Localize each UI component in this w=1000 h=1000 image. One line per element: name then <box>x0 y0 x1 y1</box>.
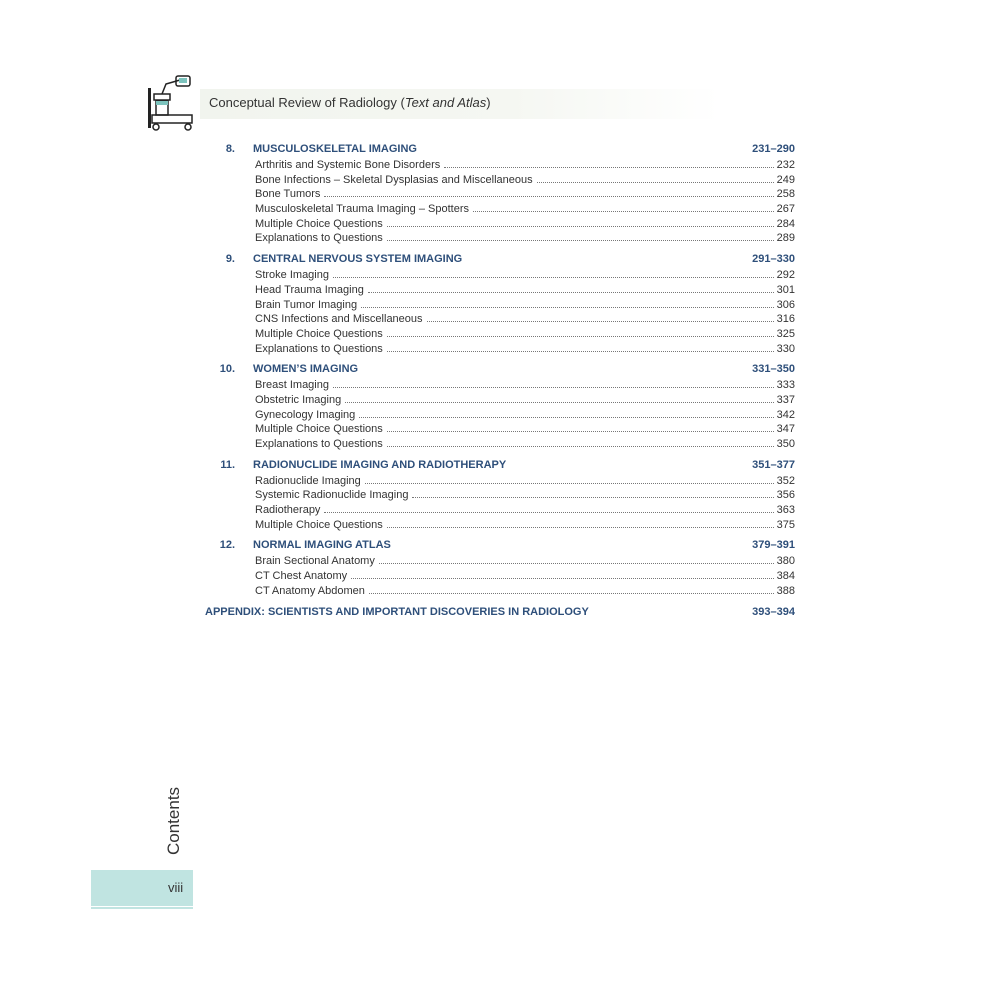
toc-entry-label: Bone Infections – Skeletal Dysplasias and Miscellaneous <box>255 173 533 186</box>
dot-leader <box>333 276 774 278</box>
dot-leader <box>324 511 773 513</box>
toc-entry[interactable] <box>255 569 795 584</box>
toc-entry-label: Brain Tumor Imaging <box>255 298 358 311</box>
dot-leader <box>427 320 774 322</box>
toc-entry-label: Head Trauma Imaging <box>255 283 364 296</box>
toc-entry-label: Systemic Radionuclide Imaging <box>255 489 409 502</box>
dot-leader <box>412 496 773 498</box>
toc-entry[interactable] <box>255 503 795 518</box>
chapter-number: 8. <box>225 143 235 155</box>
toc-entry-page: 337 <box>776 393 795 406</box>
toc-entry-label: Radionuclide Imaging <box>255 474 361 487</box>
chapter <box>205 250 795 356</box>
fluoroscopy-machine-icon <box>146 74 198 132</box>
dot-leader <box>387 526 774 528</box>
chapter-heading[interactable] <box>205 536 795 554</box>
chapter <box>205 140 795 246</box>
toc-entry-page: 356 <box>776 489 795 502</box>
toc-entry[interactable] <box>255 268 795 283</box>
toc-entry-page: 330 <box>776 342 795 355</box>
toc-entry[interactable] <box>255 554 795 569</box>
chapter-heading[interactable] <box>205 140 795 158</box>
toc-entry-page: 384 <box>776 570 795 583</box>
toc-entry-page: 388 <box>776 584 795 597</box>
toc-entry-label: Multiple Choice Questions <box>255 518 383 531</box>
toc-entry-label: Multiple Choice Questions <box>255 423 383 436</box>
dot-leader <box>345 401 773 403</box>
toc-entry-page: 292 <box>776 269 795 282</box>
toc-entry[interactable] <box>255 298 795 313</box>
chapter-heading[interactable] <box>205 250 795 268</box>
dot-leader <box>359 416 773 418</box>
running-header-title: Conceptual Review of Radiology (Text and Atlas) <box>209 95 491 110</box>
page-folio: viii <box>168 880 184 895</box>
appendix-title: APPENDIX: SCIENTISTS AND IMPORTANT DISCOVERIES IN RADIOLOGY <box>205 605 589 618</box>
toc-entry-page: 347 <box>776 423 795 436</box>
dot-leader <box>387 430 774 432</box>
toc-entry-page: 352 <box>776 474 795 487</box>
dot-leader <box>368 291 774 293</box>
chapter-number: 10. <box>219 363 235 376</box>
dot-leader <box>369 592 774 594</box>
toc-entry[interactable] <box>255 342 795 357</box>
chapter-heading[interactable] <box>205 360 795 378</box>
toc-entry-label: Gynecology Imaging <box>255 408 356 421</box>
toc-entry-label: Stroke Imaging <box>255 269 329 282</box>
toc-entry-label: Musculoskeletal Trauma Imaging – Spotters <box>255 203 469 216</box>
chapter-title: NORMAL IMAGING ATLAS <box>253 539 391 552</box>
chapter-number: 12. <box>219 539 235 552</box>
toc-entry[interactable] <box>255 584 795 599</box>
chapter-title: RADIONUCLIDE IMAGING AND RADIOTHERAPY <box>253 458 507 471</box>
toc-entry[interactable] <box>255 158 795 173</box>
dot-leader <box>537 181 774 183</box>
toc-entry-label: CT Chest Anatomy <box>255 570 348 583</box>
appendix-page-range: 393–394 <box>752 605 795 618</box>
chapter <box>205 360 795 451</box>
toc-entry[interactable] <box>255 327 795 342</box>
toc-entry-page: 289 <box>776 232 795 245</box>
dot-leader <box>473 210 774 212</box>
chapter-heading[interactable] <box>205 456 795 474</box>
toc-entry[interactable] <box>255 518 795 533</box>
dot-leader <box>351 577 774 579</box>
toc-entry[interactable] <box>255 173 795 188</box>
toc-entry-label: Bone Tumors <box>255 188 321 201</box>
toc-entry-label: Multiple Choice Questions <box>255 327 383 340</box>
toc-entry-label: Explanations to Questions <box>255 438 383 450</box>
chapter-number: 11. <box>220 458 235 471</box>
dot-leader <box>379 562 774 564</box>
toc-entry-label: Brain Sectional Anatomy <box>255 555 375 568</box>
dot-leader <box>387 225 774 227</box>
toc-entry-page: 258 <box>776 188 795 201</box>
toc-entry-page: 325 <box>776 327 795 340</box>
toc-entry[interactable] <box>255 393 795 408</box>
toc-entry[interactable] <box>255 488 795 503</box>
toc-entry-page: 267 <box>776 203 795 216</box>
toc-entry-page: 232 <box>776 159 795 171</box>
toc-entry-label: Radiotherapy <box>255 504 321 517</box>
dot-leader <box>444 166 773 168</box>
section-label: Contents <box>164 786 183 855</box>
toc-entry-page: 249 <box>776 173 795 186</box>
table-of-contents <box>205 138 795 621</box>
toc-entry-page: 350 <box>776 438 795 450</box>
toc-entry-page: 316 <box>776 313 795 326</box>
toc-entry-page: 375 <box>776 518 795 531</box>
dot-leader <box>387 335 774 337</box>
toc-entry-page: 342 <box>776 408 795 421</box>
toc-entry[interactable] <box>255 408 795 423</box>
chapter-page-range: 291–330 <box>752 253 795 266</box>
toc-entry[interactable] <box>255 202 795 217</box>
toc-entry[interactable] <box>255 217 795 232</box>
toc-entry-label: Explanations to Questions <box>255 232 383 245</box>
dot-leader <box>387 445 774 447</box>
toc-entry-page: 284 <box>776 217 795 230</box>
chapter <box>205 536 795 598</box>
chapter-title: WOMEN’S IMAGING <box>253 363 359 376</box>
toc-entry-label: Obstetric Imaging <box>255 393 342 406</box>
dot-leader <box>324 195 773 197</box>
chapter-page-range: 379–391 <box>752 539 795 552</box>
dot-leader <box>387 350 774 352</box>
toc-entry-label: Breast Imaging <box>255 379 329 392</box>
dot-leader <box>365 482 774 484</box>
chapter-title: MUSCULOSKELETAL IMAGING <box>253 143 417 155</box>
chapter-page-range: 331–350 <box>752 363 795 376</box>
toc-entry[interactable] <box>255 283 795 298</box>
toc-entry-page: 333 <box>776 379 795 392</box>
appendix-heading[interactable] <box>205 603 795 621</box>
chapter-page-range: 351–377 <box>752 458 795 471</box>
dot-leader <box>387 239 774 241</box>
toc-entry-label: Explanations to Questions <box>255 342 383 355</box>
chapter <box>205 456 795 533</box>
toc-entry[interactable] <box>255 437 795 452</box>
toc-entry[interactable] <box>255 312 795 327</box>
toc-entry-label: CT Anatomy Abdomen <box>255 584 365 597</box>
chapter-number: 9. <box>225 253 235 266</box>
toc-entry[interactable] <box>255 422 795 437</box>
dot-leader <box>361 306 774 308</box>
toc-entry[interactable] <box>255 378 795 393</box>
toc-entry-label: CNS Infections and Miscellaneous <box>255 313 423 326</box>
chapter-title: CENTRAL NERVOUS SYSTEM IMAGING <box>253 253 463 266</box>
toc-entry-page: 363 <box>776 504 795 517</box>
toc-entry-page: 306 <box>776 298 795 311</box>
toc-entry[interactable] <box>255 187 795 202</box>
folio-tab-underline <box>91 907 193 909</box>
toc-entry-page: 301 <box>776 283 795 296</box>
dot-leader <box>333 386 774 388</box>
chapter-page-range: 231–290 <box>752 143 795 155</box>
toc-entry-page: 380 <box>776 555 795 568</box>
toc-entry-label: Arthritis and Systemic Bone Disorders <box>255 159 441 171</box>
toc-entry-label: Multiple Choice Questions <box>255 217 383 230</box>
toc-entry[interactable] <box>255 231 795 246</box>
toc-entry[interactable] <box>255 474 795 489</box>
